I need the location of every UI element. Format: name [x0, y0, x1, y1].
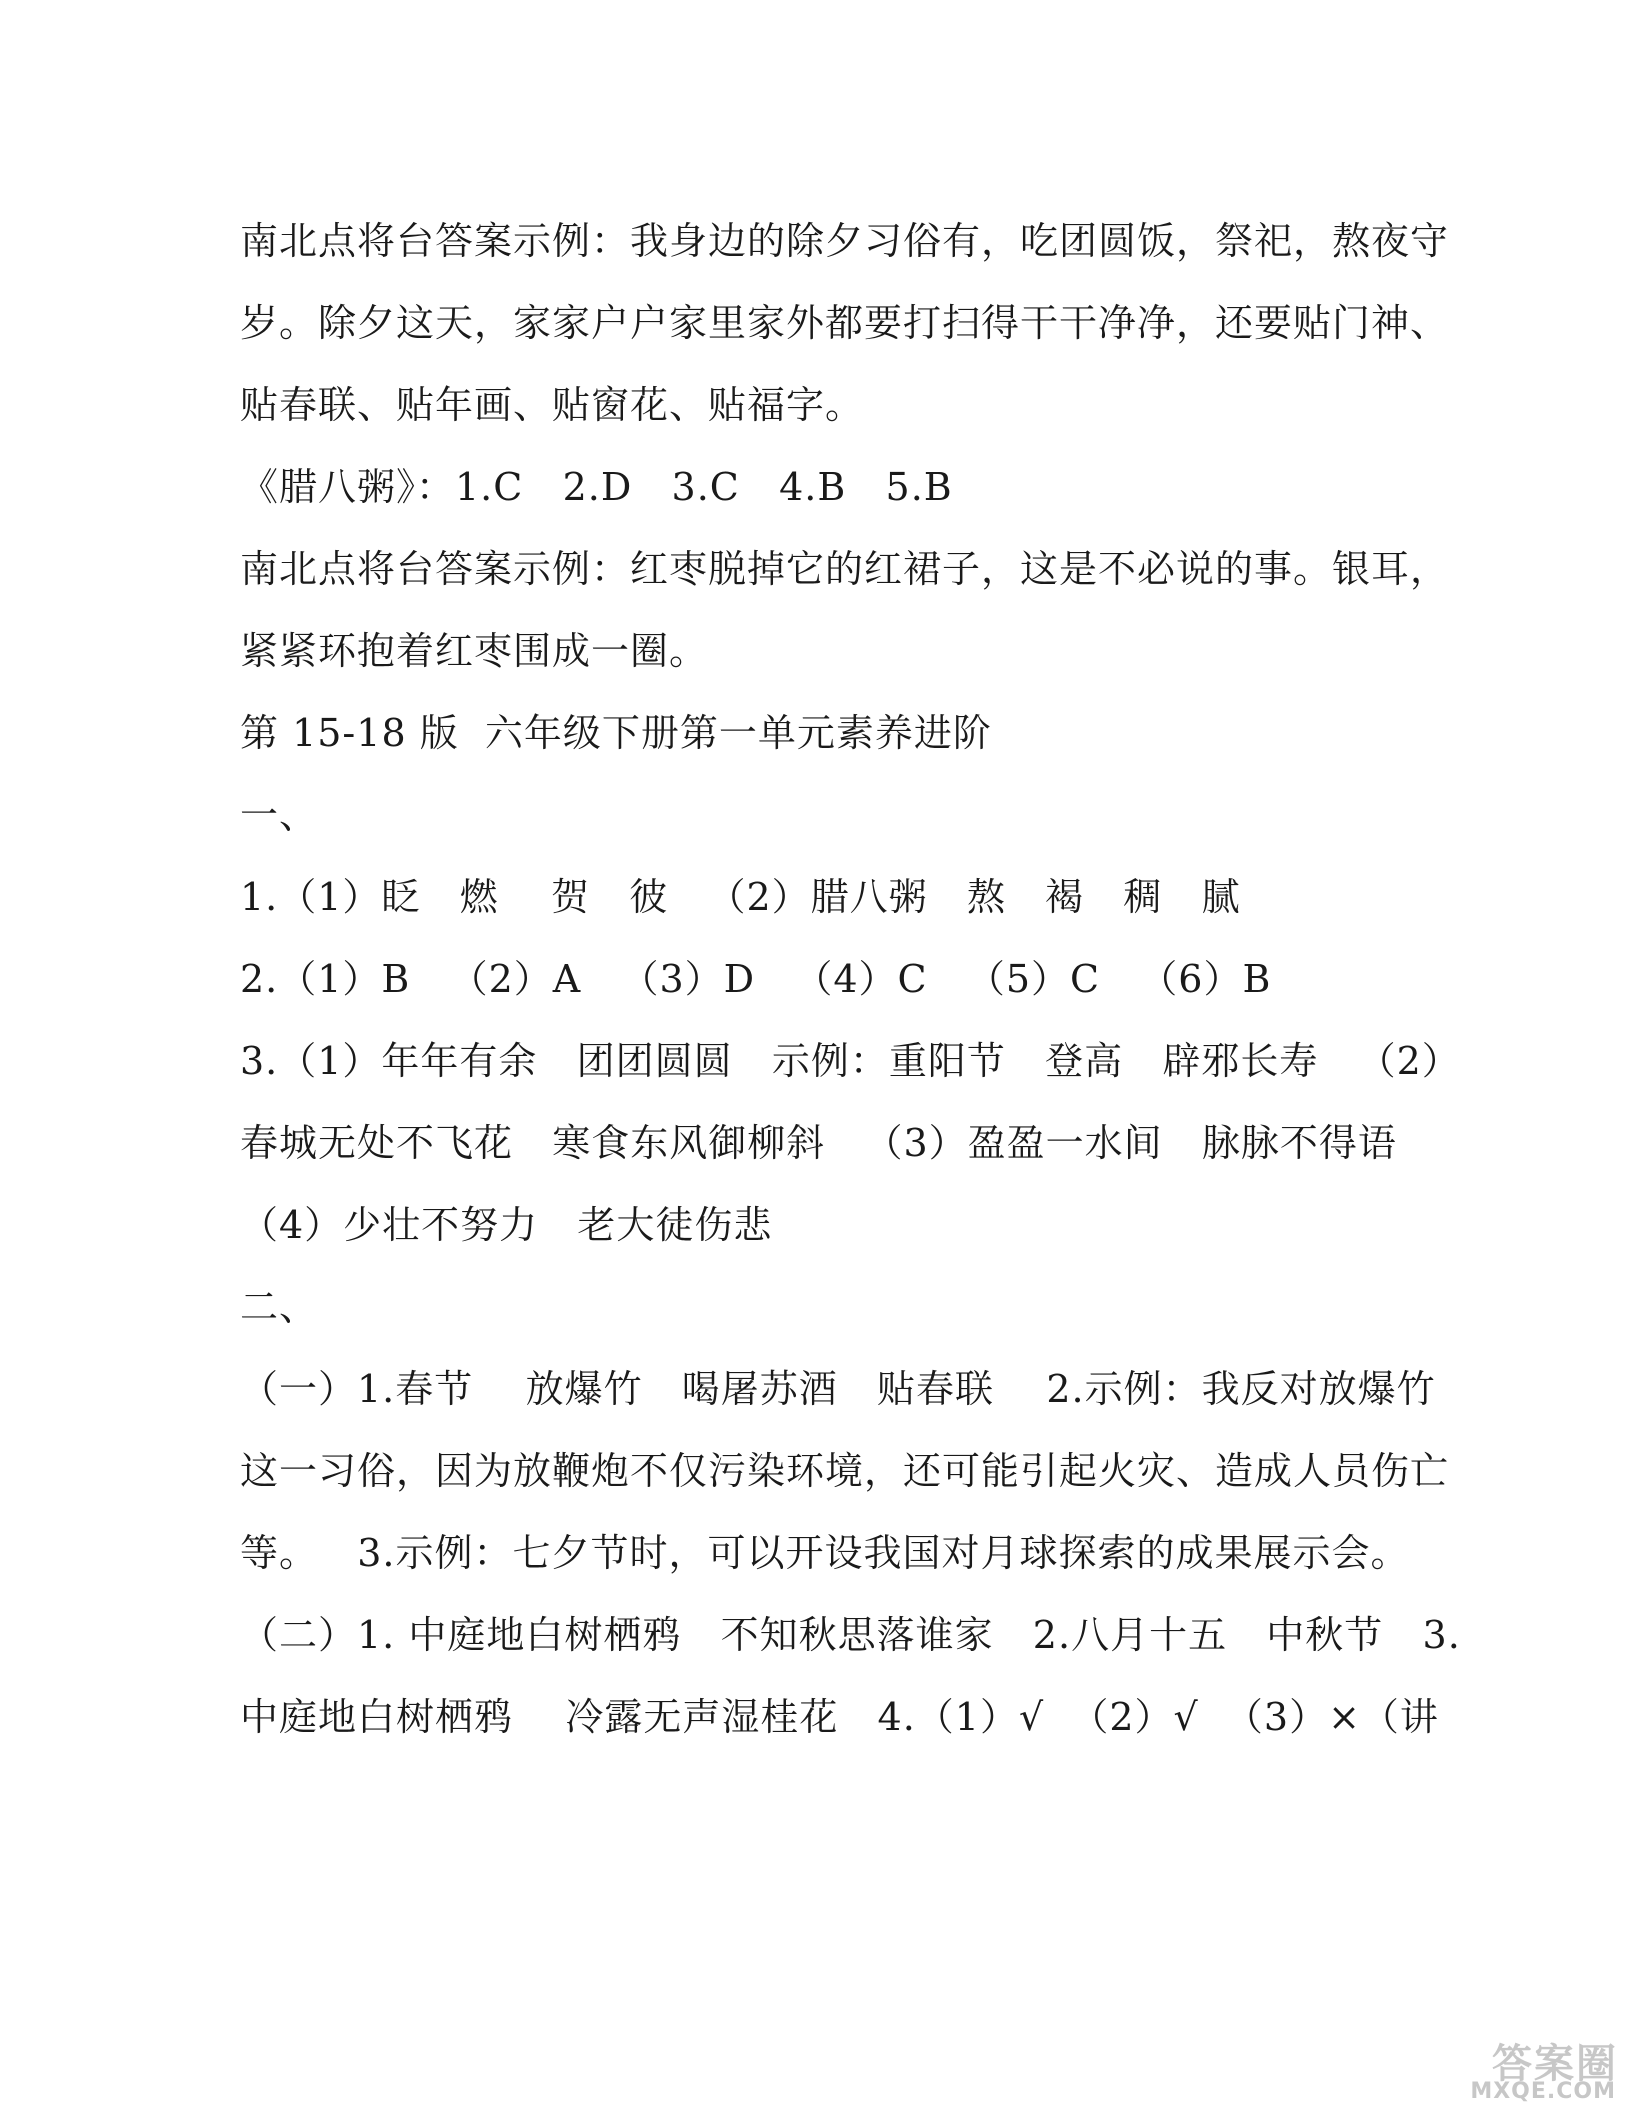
watermark-logo: [1438, 2032, 1618, 2104]
text-line: （一）1.春节 放爆竹 喝屠苏酒 贴春联 2.示例：我反对放爆竹: [240, 1367, 1436, 1411]
text-line: （二）1. 中庭地白树栖鸦 不知秋思落谁家 2.八月十五 中秋节 3.: [240, 1613, 1461, 1657]
text-line: 3.（1）年年有余 团团圆圆 示例：重阳节 登高 辟邪长寿 （2）: [240, 1039, 1461, 1083]
text-line: 1.（1）眨 燃 贺 彼 （2）腊八粥 熬 褐 稠 腻: [240, 875, 1241, 919]
text-line: 《腊八粥》：1.C 2.D 3.C 4.B 5.B: [240, 465, 953, 509]
text-line: （4）少壮不努力 老大徒伤悲: [240, 1203, 773, 1247]
section-heading: 第 15-18 版 六年级下册第一单元素养进阶: [240, 711, 992, 755]
text-line: 岁。除夕这天，家家户户家里家外都要打扫得干干净净，还要贴门神、: [240, 301, 1450, 345]
text-line: 等。 3.示例：七夕节时，可以开设我国对月球探索的成果展示会。: [240, 1531, 1410, 1575]
text-line: 中庭地白树栖鸦 冷露无声湿桂花 4.（1）√ （2）√ （3）×（讲: [240, 1695, 1439, 1739]
watermark-url: MXQE.COM: [1470, 2079, 1616, 2104]
text-line: 贴春联、贴年画、贴窗花、贴福字。: [240, 383, 865, 427]
watermark-logo-text: 答案圈: [1492, 2041, 1618, 2087]
text-line: 南北点将台答案示例：我身边的除夕习俗有，吃团圆饭，祭祀，熬夜守: [240, 219, 1450, 263]
text-line: 这一习俗，因为放鞭炮不仅污染环境，还可能引起火灾、造成人员伤亡: [240, 1449, 1450, 1493]
text-line: 紧紧环抱着红枣围成一圈。: [240, 629, 709, 673]
answer-document: [240, 200, 1461, 1758]
section-number: 一、: [240, 793, 319, 837]
section-number: 二、: [240, 1285, 319, 1329]
text-line: 春城无处不飞花 寒食东风御柳斜 （3）盈盈一水间 脉脉不得语: [240, 1121, 1397, 1165]
text-line: 2.（1）B （2）A （3）D （4）C （5）C （6）B: [240, 957, 1272, 1001]
text-line: 南北点将台答案示例：红枣脱掉它的红裙子，这是不必说的事。银耳，: [240, 547, 1450, 591]
